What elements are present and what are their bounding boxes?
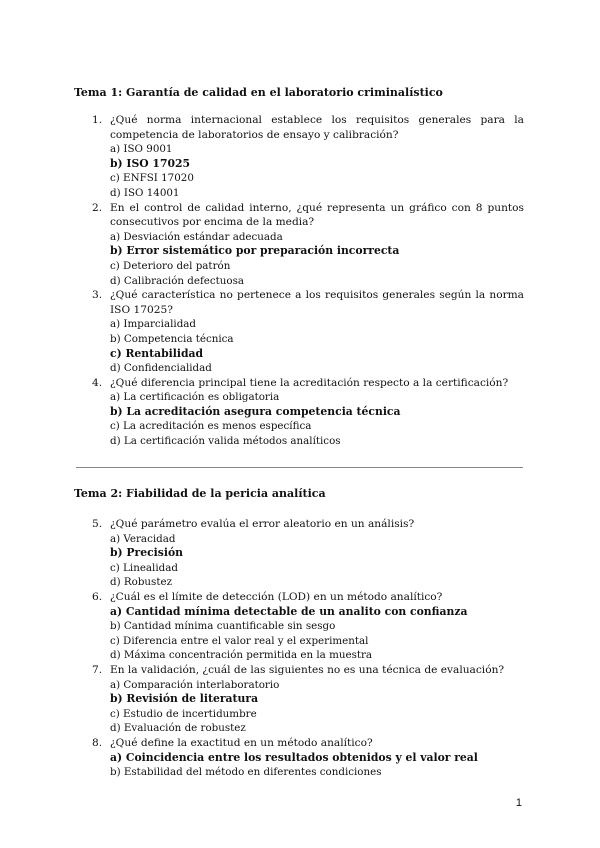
question-6 bbox=[0, 590, 600, 663]
answer-option-correct: b) La acreditación asegura competencia técnica bbox=[110, 404, 401, 418]
answer-option: b) Competencia técnica bbox=[110, 332, 234, 345]
answer-option: d) Confidencialidad bbox=[110, 362, 212, 375]
question-text: ¿Qué diferencia principal tiene la acreditación respecto a la certificación? bbox=[110, 376, 509, 389]
answer-option: c) La acreditación es menos específica bbox=[110, 420, 312, 433]
question-text: ¿Qué parámetro evalúa el error aleatorio en un análisis? bbox=[110, 518, 415, 530]
answer-option: c) ENFSI 17020 bbox=[110, 172, 194, 185]
question-number: 6. bbox=[92, 590, 103, 603]
question-number: 2. bbox=[92, 201, 103, 214]
question-number: 3. bbox=[92, 289, 103, 302]
answer-option: c) Deterioro del patrón bbox=[110, 259, 231, 272]
answer-option: b) Cantidad mínima cuantificable sin sesgo bbox=[110, 620, 336, 633]
question-text: ¿Cuál es el límite de detección (LOD) en un método analítico? bbox=[110, 590, 443, 603]
topic-1-title: Tema 1: Garantía de calidad en el laboratorio criminalístico bbox=[74, 86, 443, 99]
answer-option-correct: b) Precisión bbox=[110, 546, 184, 560]
question-number: 1. bbox=[92, 114, 103, 126]
answer-option: c) Diferencia entre el valor real y el experimental bbox=[110, 634, 369, 647]
answer-option-correct: c) Rentabilidad bbox=[110, 346, 204, 360]
answer-option: d) Calibración defectuosa bbox=[110, 274, 245, 287]
question-5 bbox=[0, 517, 600, 590]
answer-option: d) Robustez bbox=[110, 576, 172, 589]
question-3 bbox=[0, 288, 600, 376]
answer-option: c) Linealidad bbox=[110, 561, 178, 574]
topic-1-questions bbox=[0, 113, 600, 449]
question-text: ¿Qué norma internacional establece los requisitos generales para la competencia de laboratorios de ensayo y calibración? bbox=[110, 114, 524, 141]
answer-option: d) Evaluación de robustez bbox=[110, 722, 246, 735]
section-divider bbox=[76, 467, 523, 468]
question-text: ¿Qué característica no pertenece a los requisitos generales según la norma ISO 17025? bbox=[110, 289, 524, 316]
question-4 bbox=[0, 376, 600, 449]
question-text: En la validación, ¿cuál de las siguientes no es una técnica de evaluación? bbox=[110, 663, 505, 676]
answer-option-correct: a) Coincidencia entre los resultados obtenidos y el valor real bbox=[110, 750, 478, 764]
question-number: 4. bbox=[92, 376, 103, 389]
question-2 bbox=[0, 201, 600, 289]
answer-option: a) La certificación es obligatoria bbox=[110, 391, 280, 404]
answer-option: a) Veracidad bbox=[110, 532, 176, 545]
question-8 bbox=[0, 736, 600, 780]
question-1 bbox=[0, 113, 600, 201]
answer-option: a) Comparación interlaboratorio bbox=[110, 678, 280, 691]
question-number: 7. bbox=[92, 663, 103, 676]
answer-option-correct: b) Revisión de literatura bbox=[110, 692, 259, 706]
answer-option-correct: b) ISO 17025 bbox=[110, 156, 190, 170]
answer-option: a) ISO 9001 bbox=[110, 143, 173, 156]
question-text: En el control de calidad interno, ¿qué representa un gráfico con 8 puntos consecutivos por encima de la media? bbox=[110, 201, 524, 229]
topic-2-title: Tema 2: Fiabilidad de la pericia analítica bbox=[74, 487, 326, 500]
answer-option: b) Estabilidad del método en diferentes condiciones bbox=[110, 766, 382, 779]
answer-option-correct: a) Cantidad mínima detectable de un analito con confianza bbox=[110, 604, 468, 618]
answer-option: c) Estudio de incertidumbre bbox=[110, 707, 257, 720]
answer-option: a) Imparcialidad bbox=[110, 318, 197, 331]
answer-option: d) Máxima concentración permitida en la muestra bbox=[110, 649, 373, 662]
answer-option: d) La certificación valida métodos analíticos bbox=[110, 435, 341, 448]
question-number: 8. bbox=[92, 736, 103, 749]
answer-option-correct: b) Error sistemático por preparación incorrecta bbox=[110, 244, 400, 258]
question-7 bbox=[0, 663, 600, 736]
page-number: 1 bbox=[515, 797, 522, 809]
answer-option: a) Desviación estándar adecuada bbox=[110, 230, 283, 243]
question-text: ¿Qué define la exactitud en un método analítico? bbox=[110, 736, 373, 749]
question-number: 5. bbox=[92, 518, 103, 530]
topic-2-questions bbox=[0, 517, 600, 780]
answer-option: d) ISO 14001 bbox=[110, 186, 180, 199]
